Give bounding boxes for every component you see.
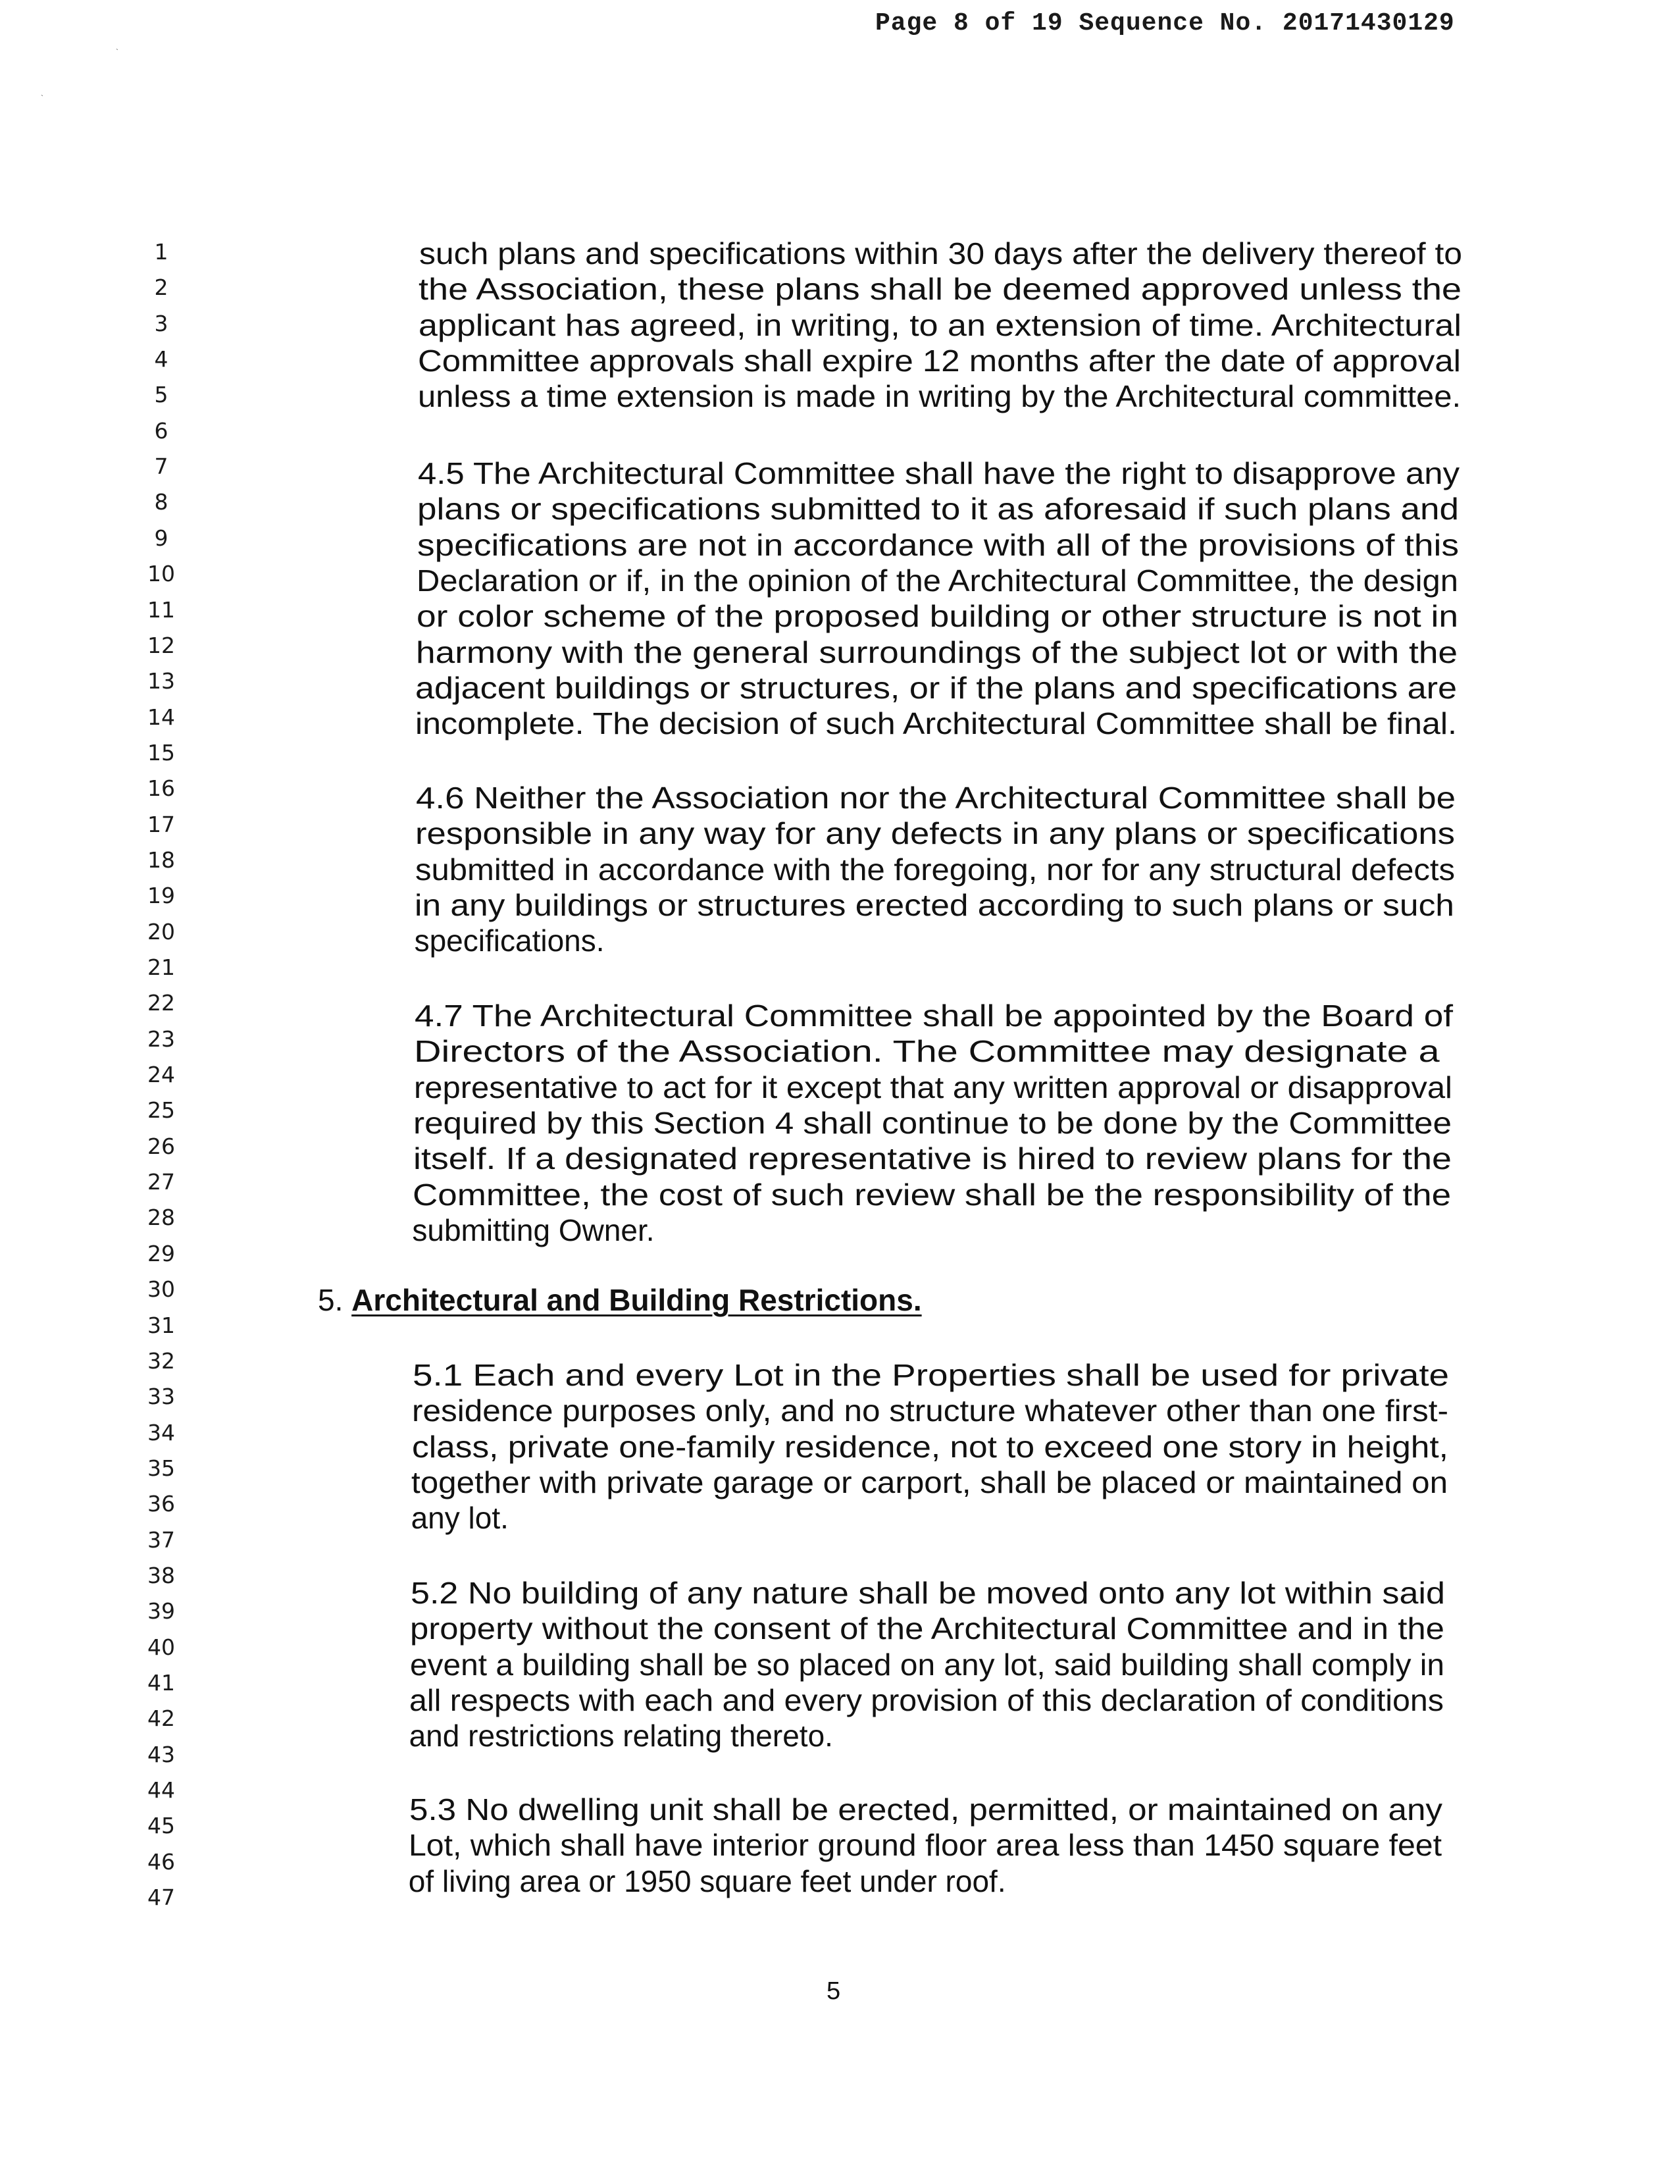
paragraph-line: such plans and specifications within 30 days after the delivery thereof to: [419, 236, 1463, 271]
paragraph-line: specifications are not in accordance with all of the provisions of this: [417, 527, 1459, 562]
line-number: 16: [147, 775, 175, 802]
line-number: 43: [147, 1741, 175, 1767]
paragraph-line: 5.1 Each and every Lot in the Properties shall be used for private: [413, 1358, 1450, 1392]
line-number: 40: [147, 1634, 175, 1660]
paragraph-line: itself. If a designated representative is hired to review plans for the: [413, 1141, 1452, 1176]
line-number: 30: [147, 1276, 175, 1303]
paragraph-line: together with private garage or carport, shall be placed or maintained on: [411, 1465, 1448, 1499]
paragraph-line: plans or specifications submitted to it as aforesaid if such plans and: [417, 492, 1460, 527]
line-number: 13: [147, 668, 175, 694]
paragraph-line: submitting Owner.: [412, 1212, 655, 1247]
line-number: 36: [147, 1491, 175, 1517]
line-number: 21: [147, 954, 175, 980]
line-number: 28: [147, 1205, 175, 1231]
paragraph-line: and restrictions relating thereto.: [409, 1719, 833, 1754]
line-number: 4: [154, 346, 168, 373]
line-number: 6: [154, 417, 168, 444]
line-number: 10: [147, 561, 175, 587]
line-number: 34: [147, 1419, 175, 1445]
paragraph-line: any lot.: [411, 1501, 509, 1536]
line-number: 44: [147, 1777, 175, 1804]
paragraph-line: 4.5 The Architectural Committee shall have the right to disapprove any: [418, 456, 1460, 490]
line-number: 38: [147, 1562, 175, 1588]
paragraph-line: harmony with the general surroundings of the subject lot or with the: [416, 635, 1458, 669]
paragraph-line: or color scheme of the proposed building or other structure is not in: [416, 599, 1458, 634]
paragraph-line: the Association, these plans shall be deemed approved unless the: [419, 272, 1462, 307]
paragraph-line: submitted in accordance with the foregoing, nor for any structural defects: [415, 852, 1455, 887]
paragraph-line: Committee, the cost of such review shall be the responsibility of the: [413, 1177, 1452, 1212]
paragraph-line: class, private one-family residence, not to exceed one story in height,: [411, 1429, 1448, 1464]
line-number: 32: [147, 1347, 175, 1374]
line-number: 33: [147, 1384, 175, 1410]
line-number: 1: [154, 239, 168, 265]
paragraph-line: residence purposes only, and no structure whatever other than one first-: [412, 1393, 1449, 1428]
paragraph-line: incomplete. The decision of such Architectural Committee shall be final.: [415, 706, 1457, 741]
line-number: 24: [147, 1062, 175, 1088]
paragraph-line: of living area or 1950 square feet under roof.: [408, 1863, 1006, 1898]
paragraph-line: unless a time extension is made in writing by the Architectural committee.: [417, 379, 1461, 414]
line-number: 42: [147, 1705, 175, 1732]
line-number: 25: [147, 1097, 175, 1124]
line-number: 2: [154, 274, 168, 301]
line-number: 45: [147, 1813, 175, 1839]
paragraph-line: 4.7 The Architectural Committee shall be appointed by the Board of: [415, 999, 1454, 1033]
paragraph-line: 5.2 No building of any nature shall be moved onto any lot within said: [411, 1576, 1445, 1610]
line-number: 31: [147, 1312, 175, 1338]
paragraph-line: all respects with each and every provision of this declaration of conditions: [409, 1682, 1444, 1717]
line-number: 37: [147, 1526, 175, 1553]
paragraph-line: event a building shall be so placed on any lot, said building shall comply in: [409, 1647, 1444, 1682]
line-number: 47: [147, 1885, 175, 1911]
paragraph-line: 5.3 No dwelling unit shall be erected, permitted, or maintained on any: [409, 1792, 1443, 1827]
line-number: 7: [154, 454, 168, 480]
scan-speck: `: [116, 47, 118, 57]
paragraph-line: required by this Section 4 shall continue to be done by the Committee: [413, 1105, 1452, 1140]
line-number: 9: [154, 525, 168, 551]
line-number: 19: [147, 883, 175, 909]
line-number: 17: [147, 811, 175, 837]
paragraph-line: property without the consent of the Architectural Committee and in the: [410, 1611, 1445, 1646]
line-number: 12: [147, 632, 175, 658]
line-number: 27: [147, 1169, 175, 1195]
paragraph-line: 4.6 Neither the Association nor the Architectural Committee shall be: [416, 781, 1456, 815]
paragraph-line: representative to act for it except that any written approval or disapproval: [413, 1070, 1452, 1105]
section-title: Architectural and Building Restrictions.: [351, 1283, 922, 1317]
line-number: 14: [147, 704, 175, 730]
line-number: 23: [147, 1026, 175, 1052]
paragraph-line: Declaration or if, in the opinion of the Architectural Committee, the design: [417, 563, 1459, 598]
page-number: 5: [827, 1977, 841, 2005]
paragraph-line: in any buildings or structures erected according to such plans or such: [415, 887, 1455, 922]
section-number: 5.: [318, 1283, 344, 1317]
line-number: 5: [154, 382, 168, 408]
line-number: 26: [147, 1133, 175, 1159]
paragraph-line: Lot, which shall have interior ground floor area less than 1450 square feet: [409, 1828, 1442, 1863]
line-number: 35: [147, 1455, 175, 1481]
line-number: 39: [147, 1598, 175, 1625]
line-number: 18: [147, 846, 175, 873]
line-number: 41: [147, 1670, 175, 1696]
section-heading: [318, 1285, 922, 1315]
paragraph-line: Committee approvals shall expire 12 months after the date of approval: [418, 343, 1462, 378]
paragraph-line: Directors of the Association. The Committee may designate a: [414, 1034, 1440, 1069]
line-number: 8: [154, 489, 168, 515]
line-number: 29: [147, 1240, 175, 1266]
paragraph-line: responsible in any way for any defects in any plans or specifications: [415, 816, 1456, 851]
line-number: 15: [147, 739, 175, 766]
scan-speck: `: [41, 93, 43, 103]
line-number: 3: [154, 310, 168, 336]
line-number: 11: [147, 596, 175, 623]
paragraph-line: specifications.: [414, 923, 605, 958]
line-number: 46: [147, 1848, 175, 1875]
page-sequence-header: Page 8 of 19 Sequence No. 20171430129: [875, 9, 1455, 38]
paragraph-line: adjacent buildings or structures, or if the plans and specifications are: [415, 670, 1458, 705]
line-number: 20: [147, 918, 175, 945]
line-number: 22: [147, 990, 175, 1016]
paragraph-line: applicant has agreed, in writing, to an extension of time. Architectural: [418, 307, 1462, 342]
